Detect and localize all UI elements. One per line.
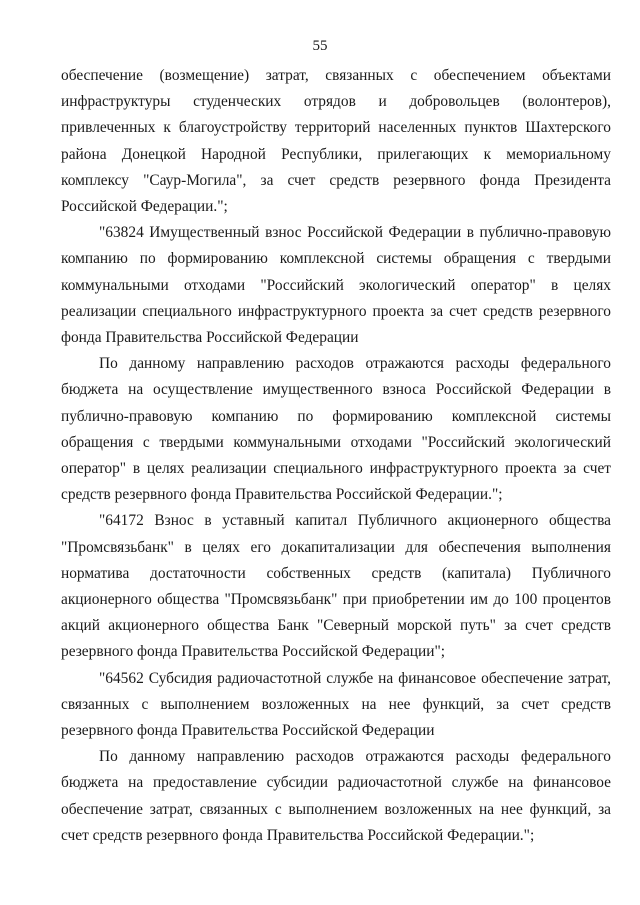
page-number: 55: [312, 38, 328, 54]
paragraph-continuation: обеспечение (возмещение) затрат, связанных с обеспечением объектами инфраструктуры студенческих отрядов и добровольцев (волонтеров), привлеченных к благоустройству территорий населенных пунктов Шахтерского района Донецкой Народной Республики, прилегающих к мемориальному комплексу "Саур-Могила", за счет средств резервного фонда Президента Российской Федерации.";: [61, 67, 611, 216]
paragraph-63824-title: "63824 Имущественный взнос Российской Федерации в публично-правовую компанию по формированию комплексной системы обращения с твердыми коммунальными отходами "Российский экологический оператор" в целях реализации специального инфраструктурного проекта за счет средств резервного фонда Правительства Российской Федерации: [61, 224, 611, 347]
document-body: [61, 63, 611, 849]
paragraph-63824-description: По данному направлению расходов отражаются расходы федерального бюджета на осуществление имущественного взноса Российской Федерации в публично-правовую компанию по формированию комплексной системы обращения с твердыми коммунальными отходами "Российский экологический оператор" в целях реализации специального инфраструктурного проекта за счет средств резервного фонда Правительства Российской Федерации.";: [61, 355, 611, 504]
paragraph-64562-description: По данному направлению расходов отражаются расходы федерального бюджета на предоставление субсидии радиочастотной службе на финансовое обеспечение затрат, связанных с выполнением возложенных на нее функций, за счет средств резервного фонда Правительства Российской Федерации.";: [61, 748, 611, 844]
paragraph-64562-title: "64562 Субсидия радиочастотной службе на финансовое обеспечение затрат, связанных с выполнением возложенных на нее функций, за счет средств резервного фонда Правительства Российской Федерации: [61, 669, 611, 740]
paragraph-64172-title: "64172 Взнос в уставный капитал Публичного акционерного общества "Промсвязьбанк" в целях его докапитализации для обеспечения выполнения норматива достаточности собственных средств (капитала) Публичного акционерного общества "Промсвязьбанк" при приобретении им до 100 процентов акций акционерного общества Банк "Северный морской путь" за счет средств резервного фонда Правительства Российской Федерации";: [61, 512, 611, 661]
